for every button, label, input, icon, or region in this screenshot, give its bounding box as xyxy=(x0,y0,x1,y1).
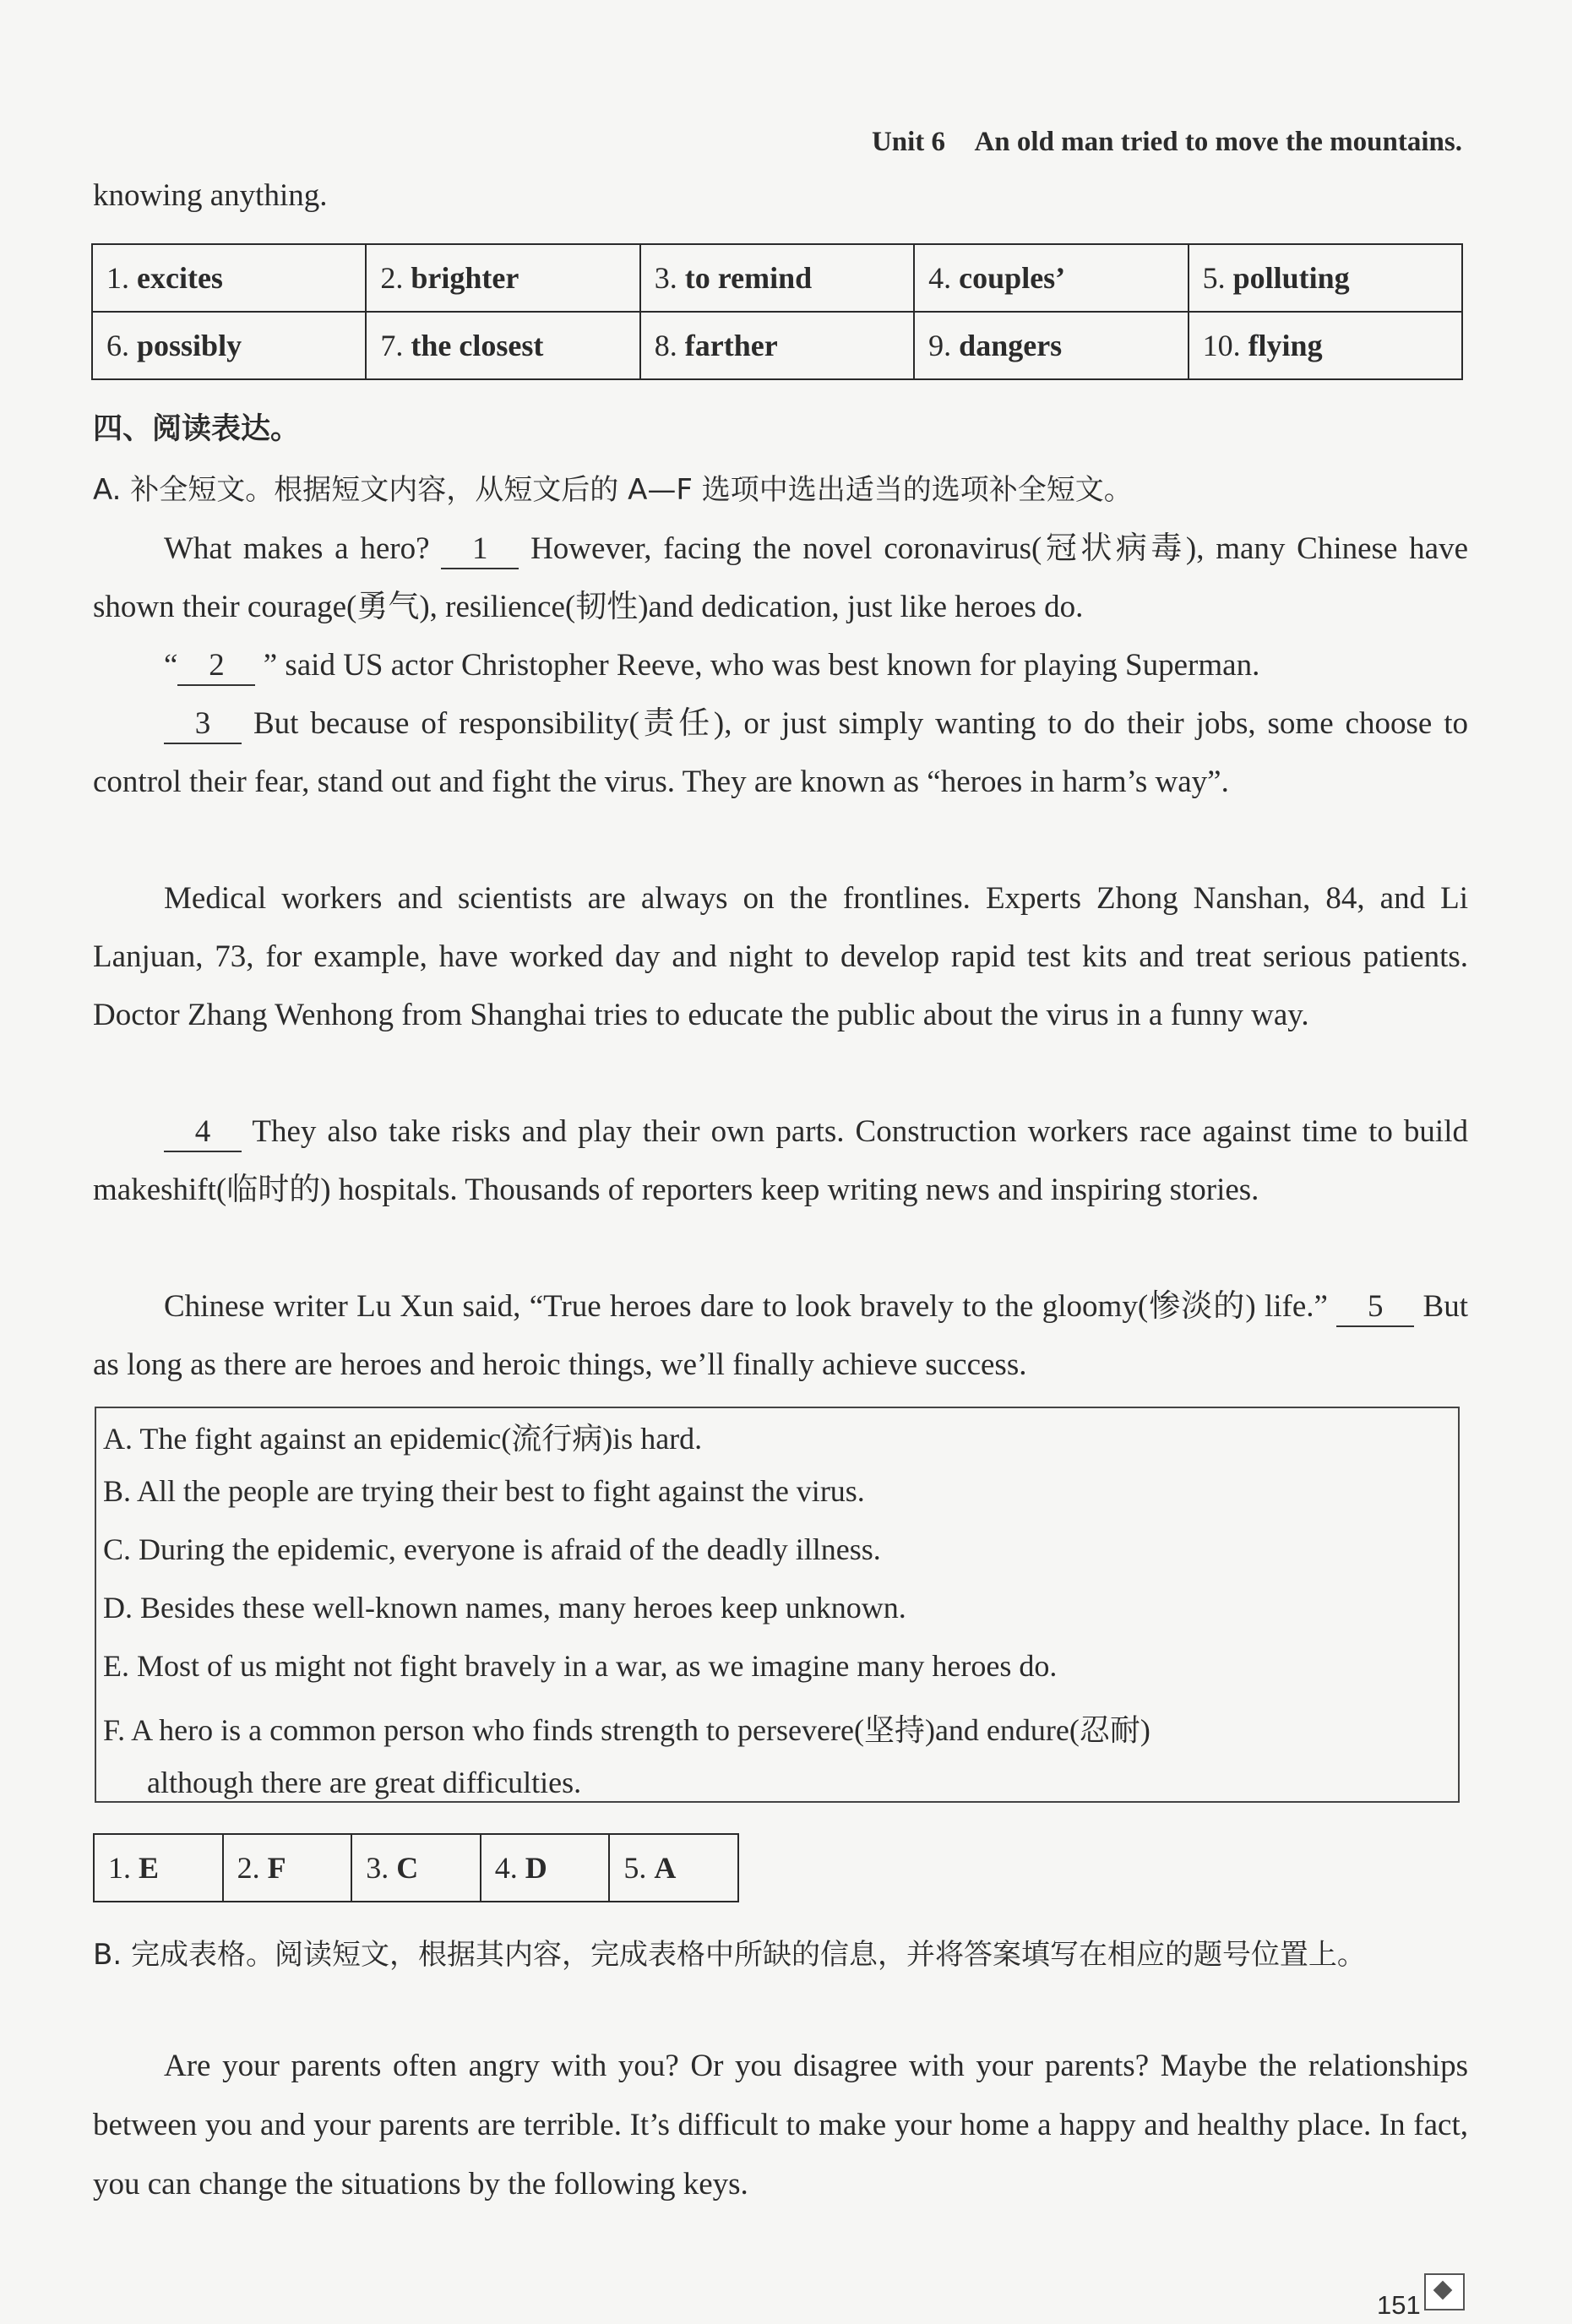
answer-table-2 xyxy=(93,1833,739,1902)
section-heading: 四、阅读表达。 xyxy=(93,412,301,446)
answer-cell: 5. polluting xyxy=(1189,244,1462,312)
passage-b-paragraph-1: Are your parents often angry with you? Or you disagree with your parents? Maybe the relationships between you and your parents are terrible. It’s difficult to make your home a happy and healthy place. In fact, you can change the situations by the following keys. xyxy=(93,2049,1468,2202)
blank-1: 1 xyxy=(441,531,519,569)
answer-table-1 xyxy=(91,243,1463,380)
passage-a-paragraph-3: 3 But because of responsibility(责任), or just simply wanting to do their jobs, some choose to control their fear, stand out and fight the virus. They are known as “heroes in harm’s way”. xyxy=(93,706,1469,799)
passage-a-paragraph-6: Chinese writer Lu Xun said, “True heroes dare to look bravely to the gloomy(惨淡的) life.” 5 But as long as there are heroes and heroic things, we’ll finally achieve success. xyxy=(93,1289,1468,1382)
part-a-instruction: A. 补全短文。根据短文内容，从短文后的 A—F 选项中选出适当的选项补全短文。 xyxy=(93,473,1133,507)
answer-cell: 6. possibly xyxy=(92,312,366,379)
option-a: A. The fight against an epidemic(流行病)is hard. xyxy=(103,1422,703,1456)
continued-line: knowing anything. xyxy=(93,178,328,213)
answer-cell: 4. D xyxy=(481,1834,610,1902)
option-d: D. Besides these well-known names, many heroes keep unknown. xyxy=(103,1591,906,1625)
passage-a-paragraph-1: What makes a hero? 1 However, facing the novel coronavirus(冠状病毒), many Chinese have shown their courage(勇气), resilience(韧性)and dedication, just like heroes do. xyxy=(93,531,1468,624)
option-e: E. Most of us might not fight bravely in a war, as we imagine many heroes do. xyxy=(103,1649,1058,1683)
options-box xyxy=(95,1407,1460,1803)
passage-a-paragraph-5: 4 They also take risks and play their own parts. Construction workers race against time to build makeshift(临时的) hospitals. Thousands of reporters keep writing news and inspiring stories. xyxy=(93,1114,1468,1207)
answer-cell: 3. to remind xyxy=(640,244,914,312)
unit-label: Unit 6 xyxy=(871,127,946,157)
unit-title: An old man tried to move the mountains. xyxy=(974,127,1462,157)
page-number: 151 xyxy=(1377,2290,1421,2320)
blank-2: 2 xyxy=(177,647,255,686)
passage-a-paragraph-2: “ 2 ” said US actor Christopher Reeve, who was best known for playing Superman. xyxy=(93,636,1468,694)
option-f: F. A hero is a common person who finds strength to persevere(坚持)and endure(忍耐) xyxy=(103,1713,1150,1747)
blank-5: 5 xyxy=(1336,1288,1414,1327)
answer-cell: 9. dangers xyxy=(914,312,1188,379)
blank-4: 4 xyxy=(164,1113,242,1152)
answer-cell: 2. F xyxy=(223,1834,352,1902)
answer-cell: 10. flying xyxy=(1189,312,1462,379)
blank-3: 3 xyxy=(164,705,242,744)
answer-cell: 1. E xyxy=(94,1834,223,1902)
option-b: B. All the people are trying their best to fight against the virus. xyxy=(103,1474,865,1508)
diamond-icon xyxy=(1424,2273,1465,2310)
answer-cell: 4. couples’ xyxy=(914,244,1188,312)
option-c: C. During the epidemic, everyone is afraid of the deadly illness. xyxy=(103,1532,881,1566)
answer-cell: 3. C xyxy=(351,1834,481,1902)
part-b-instruction: B. 完成表格。阅读短文，根据其内容，完成表格中所缺的信息，并将答案填写在相应的题号位置上。 xyxy=(93,1938,1366,1972)
passage-a-paragraph-4: Medical workers and scientists are always on the frontlines. Experts Zhong Nanshan, 84, and Li Lanjuan, 73, for example, have worked day and night to develop rapid test kits and treat serious patients. Doctor Zhang Wenhong from Shanghai tries to educate the public about the virus in a funny way. xyxy=(93,881,1468,1032)
answer-cell: 7. the closest xyxy=(366,312,639,379)
running-header xyxy=(872,127,1462,158)
answer-cell: 1. excites xyxy=(92,244,366,312)
option-f-continued: although there are great difficulties. xyxy=(147,1766,582,1799)
answer-cell: 2. brighter xyxy=(366,244,639,312)
answer-cell: 8. farther xyxy=(640,312,914,379)
answer-cell: 5. A xyxy=(609,1834,738,1902)
